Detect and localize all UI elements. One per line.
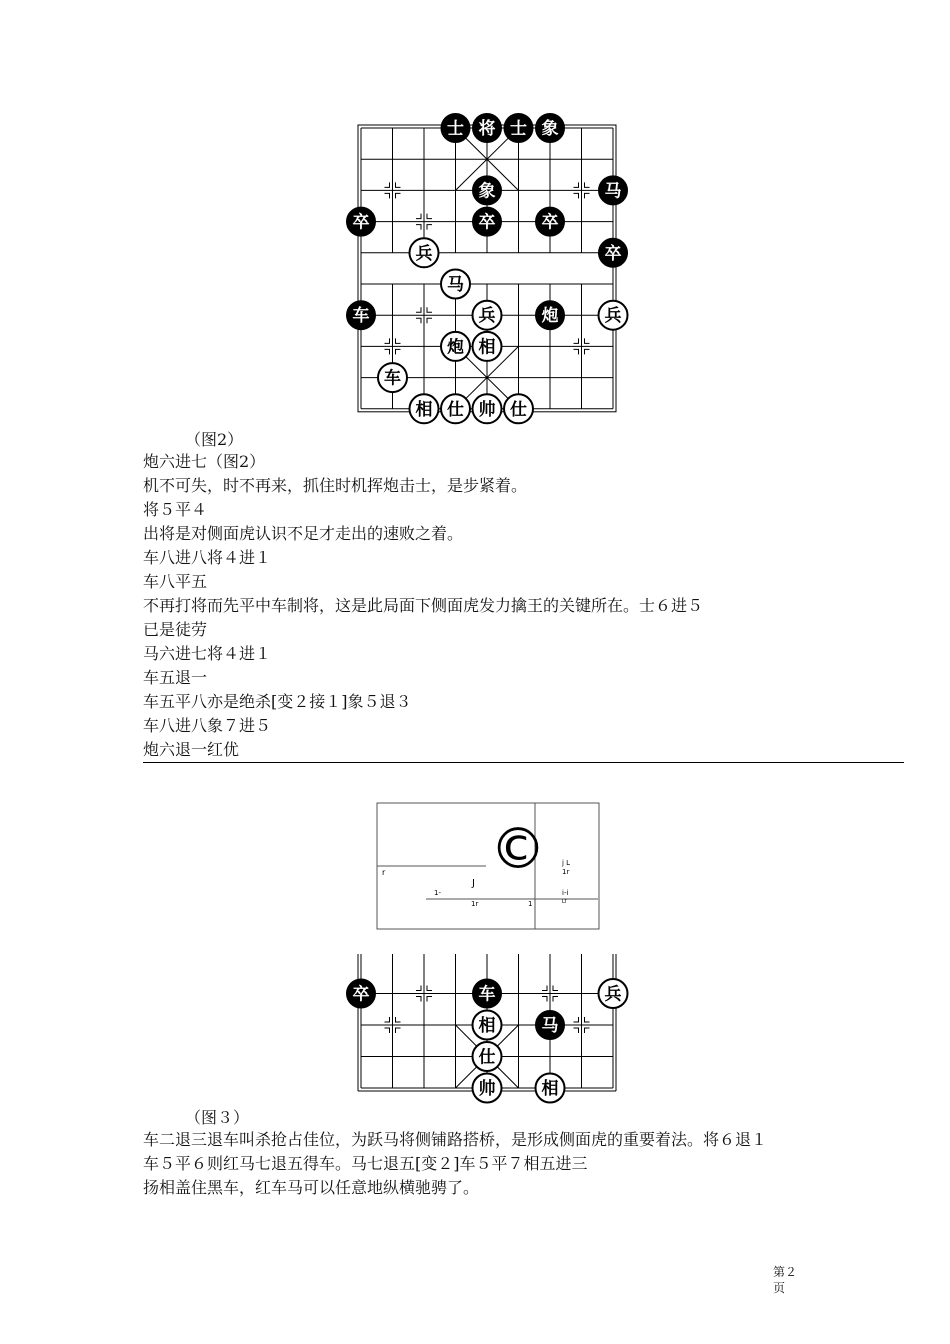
marker-corner bbox=[585, 1017, 590, 1022]
text-line: 已是徒劳 bbox=[143, 620, 208, 639]
piece-label: 马 bbox=[447, 275, 464, 295]
marker-corner bbox=[574, 193, 579, 198]
text-line: 车五平八亦是绝杀[变２接１]象５退３ bbox=[143, 692, 412, 711]
marker-corner bbox=[416, 986, 421, 991]
piece-black bbox=[599, 238, 628, 267]
board-2-svg bbox=[345, 950, 630, 1105]
piece-label: 兵 bbox=[604, 306, 622, 327]
piece-red bbox=[504, 394, 533, 423]
piece-black bbox=[473, 114, 502, 143]
piece-label: 象 bbox=[478, 181, 496, 202]
piece-black bbox=[536, 114, 565, 143]
marker-corner bbox=[542, 986, 547, 991]
piece-label: 仕 bbox=[447, 399, 464, 420]
piece-red bbox=[410, 394, 439, 423]
text-line: 将５平４ bbox=[143, 500, 208, 519]
text-line: 车八平五 bbox=[143, 572, 208, 591]
figure-caption-2: （图2） bbox=[185, 430, 244, 449]
marker-corner bbox=[385, 1028, 390, 1033]
page-number-line: 第２ bbox=[773, 1265, 798, 1279]
marker-corner bbox=[396, 1017, 401, 1022]
marker-corner bbox=[427, 214, 432, 219]
marker-corner bbox=[385, 349, 390, 354]
scan-fragment-image bbox=[376, 802, 602, 932]
piece-label: 卒 bbox=[352, 212, 370, 233]
text-line: 马六进七将４进１ bbox=[143, 644, 272, 663]
marker-corner bbox=[553, 986, 558, 991]
text-line: 车五退一 bbox=[143, 668, 208, 687]
text-line: 不再打将而先平中车制将，这是此局面下侧面虎发力擒王的关键所在。士６进５ bbox=[143, 596, 704, 615]
piece-label: 车 bbox=[384, 368, 401, 389]
piece-red bbox=[473, 1074, 502, 1103]
marker-corner bbox=[416, 318, 421, 323]
marker-corner bbox=[396, 193, 401, 198]
piece-red bbox=[378, 363, 407, 392]
piece-black bbox=[599, 176, 628, 205]
piece-label: 相 bbox=[478, 1016, 496, 1036]
piece-black bbox=[473, 176, 502, 205]
marker-corner bbox=[427, 986, 432, 991]
piece-red bbox=[441, 394, 470, 423]
text-line: 炮六退一红优 bbox=[143, 740, 240, 759]
marker-corner bbox=[585, 338, 590, 343]
fragment-label: J bbox=[472, 878, 475, 889]
piece-red bbox=[536, 1074, 565, 1103]
piece-red bbox=[599, 979, 628, 1008]
marker-corner bbox=[396, 1028, 401, 1033]
piece-black bbox=[536, 207, 565, 236]
marker-corner bbox=[585, 349, 590, 354]
text-block-1 bbox=[143, 450, 703, 762]
piece-red bbox=[473, 394, 502, 423]
marker-corner bbox=[574, 349, 579, 354]
marker-corner bbox=[385, 338, 390, 343]
piece-label: 兵 bbox=[604, 984, 622, 1005]
text-line: 炮六进七（图2） bbox=[143, 452, 266, 471]
marker-corner bbox=[416, 225, 421, 230]
chess-board-figure-3 bbox=[345, 950, 630, 1105]
marker-corner bbox=[427, 997, 432, 1002]
marker-corner bbox=[385, 1017, 390, 1022]
marker-corner bbox=[542, 997, 547, 1002]
fragment-label: 1r bbox=[471, 900, 479, 908]
piece-label: 兵 bbox=[415, 243, 433, 264]
piece-red bbox=[410, 238, 439, 267]
marker-corner bbox=[427, 318, 432, 323]
piece-red bbox=[441, 332, 470, 361]
page-number-line: 页 bbox=[773, 1281, 786, 1295]
marker-corner bbox=[574, 338, 579, 343]
fragment-label: LT bbox=[562, 899, 568, 905]
fragment-label: 1r bbox=[562, 868, 570, 876]
piece-label: 相 bbox=[415, 399, 433, 420]
text-line: 机不可失，时不再来，抓住时机挥炮击士，是步紧着。 bbox=[143, 476, 528, 495]
fragment-label: r bbox=[382, 868, 386, 877]
marker-corner bbox=[396, 349, 401, 354]
piece-black bbox=[473, 207, 502, 236]
piece-red bbox=[473, 301, 502, 330]
piece-black bbox=[347, 207, 376, 236]
chess-board-figure-2 bbox=[345, 110, 630, 430]
marker-corner bbox=[427, 225, 432, 230]
marker-corner bbox=[396, 182, 401, 187]
text-line: 扬相盖住黑车，红车马可以任意地纵横驰骋了。 bbox=[143, 1178, 480, 1197]
fragment-label: i-i bbox=[562, 889, 569, 897]
piece-black bbox=[347, 979, 376, 1008]
piece-label: 将 bbox=[478, 119, 496, 139]
piece-red bbox=[473, 332, 502, 361]
board-1-svg bbox=[345, 110, 630, 430]
piece-black bbox=[536, 301, 565, 330]
horizontal-rule bbox=[143, 762, 904, 763]
piece-label: 仕 bbox=[478, 1047, 496, 1068]
marker-corner bbox=[385, 193, 390, 198]
copyright-symbol: © bbox=[490, 817, 546, 882]
piece-label: 兵 bbox=[478, 306, 496, 327]
piece-label: 卒 bbox=[541, 212, 559, 233]
piece-red bbox=[599, 301, 628, 330]
text-block-2 bbox=[143, 1128, 767, 1200]
piece-label: 象 bbox=[541, 119, 559, 139]
marker-corner bbox=[574, 182, 579, 187]
piece-red bbox=[473, 1042, 502, 1071]
text-line: 车八进八将４进１ bbox=[143, 548, 272, 567]
piece-label: 炮 bbox=[541, 306, 559, 327]
text-line: 车八进八象７进５ bbox=[143, 716, 272, 735]
piece-label: 相 bbox=[541, 1079, 559, 1099]
piece-black bbox=[536, 1011, 565, 1040]
piece-label: 车 bbox=[478, 984, 496, 1005]
marker-corner bbox=[427, 307, 432, 312]
marker-corner bbox=[396, 338, 401, 343]
piece-label: 卒 bbox=[604, 243, 622, 264]
piece-label: 相 bbox=[478, 337, 496, 358]
marker-corner bbox=[553, 997, 558, 1002]
piece-label: 卒 bbox=[478, 212, 496, 233]
marker-corner bbox=[416, 307, 421, 312]
piece-black bbox=[504, 114, 533, 143]
marker-corner bbox=[585, 182, 590, 187]
piece-label: 马 bbox=[541, 1016, 559, 1036]
page-number bbox=[773, 1264, 797, 1296]
piece-black bbox=[441, 114, 470, 143]
text-line: 车５平６则红马七退五得车。马七退五[变２]车５平７相五进三 bbox=[143, 1154, 588, 1173]
piece-label: 车 bbox=[352, 306, 370, 327]
marker-corner bbox=[416, 214, 421, 219]
marker-corner bbox=[385, 182, 390, 187]
marker-corner bbox=[574, 1028, 579, 1033]
fragment-label: 1 bbox=[528, 900, 533, 908]
piece-red bbox=[441, 270, 470, 299]
fragment-label: j L bbox=[562, 859, 571, 867]
piece-black bbox=[347, 301, 376, 330]
fragment-svg bbox=[376, 802, 602, 932]
piece-label: 仕 bbox=[510, 399, 527, 420]
piece-label: 帅 bbox=[478, 1079, 496, 1099]
fragment-label: 1- bbox=[434, 889, 441, 897]
piece-label: 卒 bbox=[352, 984, 370, 1005]
piece-label: 炮 bbox=[447, 337, 464, 358]
piece-red bbox=[473, 1011, 502, 1040]
piece-label: 帅 bbox=[478, 399, 496, 420]
piece-label: 士 bbox=[510, 119, 527, 139]
marker-corner bbox=[574, 1017, 579, 1022]
figure-caption-3: （图３） bbox=[185, 1108, 250, 1127]
piece-label: 士 bbox=[447, 119, 464, 139]
marker-corner bbox=[585, 193, 590, 198]
piece-black bbox=[473, 979, 502, 1008]
piece-label: 马 bbox=[604, 181, 622, 202]
marker-corner bbox=[416, 997, 421, 1002]
marker-corner bbox=[585, 1028, 590, 1033]
text-line: 车二退三退车叫杀抢占佳位，为跃马将侧铺路搭桥，是形成侧面虎的重要着法。将６退１ bbox=[143, 1130, 768, 1149]
text-line: 出将是对侧面虎认识不足才走出的速败之着。 bbox=[143, 524, 464, 543]
